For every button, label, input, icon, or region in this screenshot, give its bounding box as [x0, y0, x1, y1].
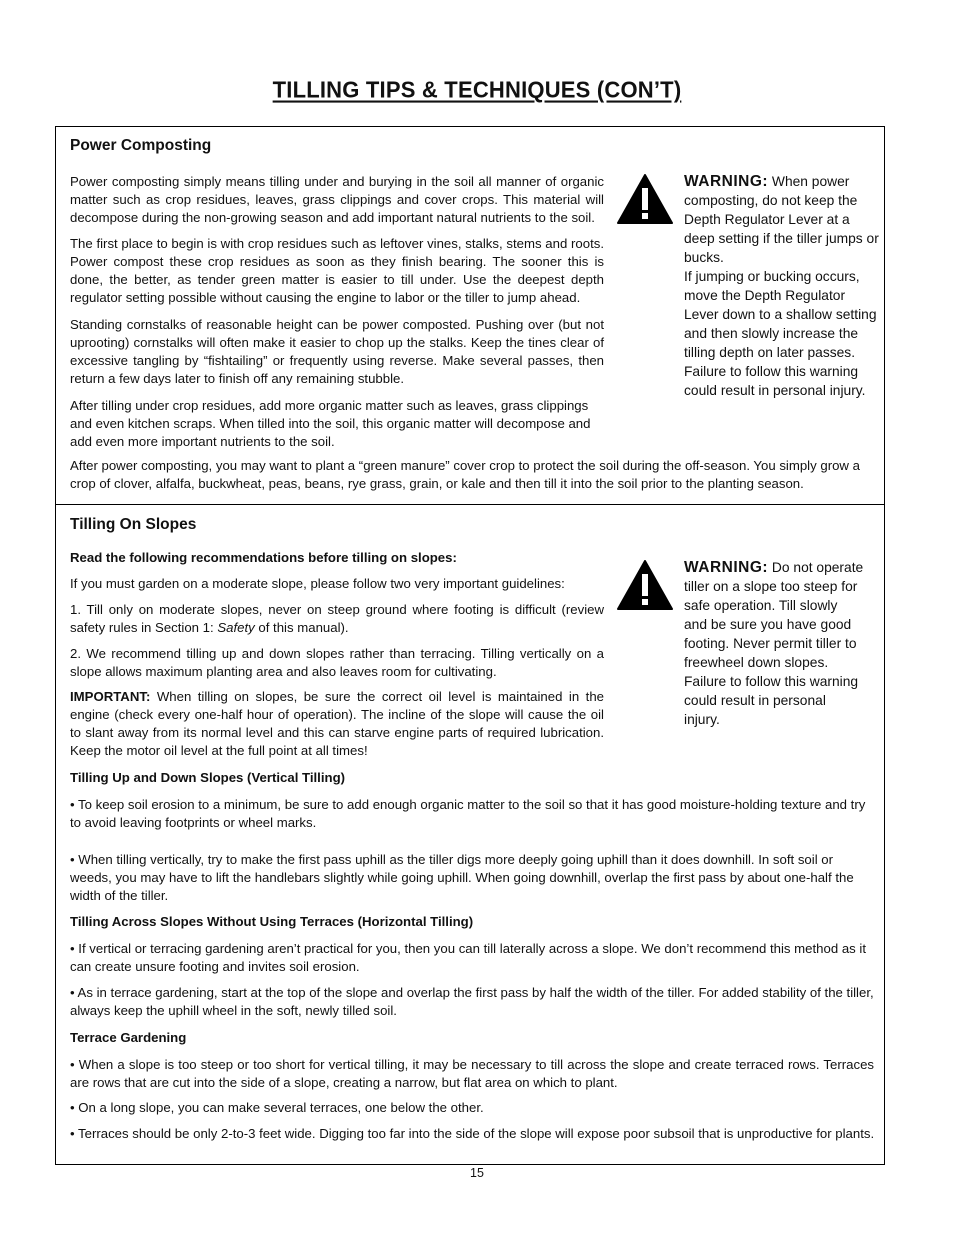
warning-text: Do not operate tiller on a slope too steep for safe operation. Till slowly and be sure you have good footing. Never permit tiller to freewheel down slopes. Failure to follow this warning could result in personal injury.: [684, 560, 864, 727]
warning-label: WARNING:: [684, 559, 769, 576]
terrace-gardening-heading: Terrace Gardening: [70, 1030, 187, 1045]
vertical-bullet-1: • To keep soil erosion to a minimum, be sure to add enough organic matter to the soil so that it has good moisture-holding texture and try to avoid leaving footprints or wheel marks.: [70, 797, 866, 830]
slopes-warning: [684, 558, 864, 729]
horizontal-tilling-heading: Tilling Across Slopes Without Using Terraces (Horizontal Tilling): [70, 914, 474, 929]
warning-line-3: Failure to follow this warning could result in personal injury.: [684, 364, 866, 398]
warning-triangle-icon: [616, 173, 674, 225]
page-number: 15: [470, 1166, 484, 1180]
power-composting-paragraph-5: After power composting, you may want to plant a “green manure” cover crop to protect the soil during the off-season. You simply grow a crop of clover, alfalfa, buckwheat, peas, beans, rye grass, grain, or kale and then till it into the soil prior to the planting season.: [70, 458, 860, 491]
slopes-guideline-1: 1. Till only on moderate slopes, never on steep ground where footing is difficult (review safety rules in Section 1: Safety of this manual).: [70, 602, 604, 635]
slopes-guideline-2: 2. We recommend tilling up and down slopes rather than terracing. Tilling vertically on a slope allows maximum planting area and also leaves room for cultivating.: [70, 646, 604, 679]
vertical-tilling-heading: Tilling Up and Down Slopes (Vertical Tilling): [70, 770, 346, 785]
tilling-on-slopes-heading: Tilling On Slopes: [70, 516, 197, 533]
vertical-bullet-2: • When tilling vertically, try to make the first pass uphill as the tiller digs more deeply going uphill than it does downhill. In soft soil or weeds, you may have to lift the handlebars slightly while going uphill. When going downhill, overlap the first pass by about one-half the width of the tiller.: [70, 852, 854, 903]
power-composting-paragraph-3: Standing cornstalks of reasonable height can be power composted. Pushing over (but not uprooting) cornstalks will often make it easier to chop up the stalks. Keep the tines clear of excessive tangling by “fishtailing” or frequently using reverse. Make several passes, then return a few days later to finish off any remaining stubble.: [70, 317, 604, 386]
power-composting-heading: Power Composting: [70, 137, 212, 154]
warning-line-1: When power composting, do not keep the Depth Regulator Lever at a deep setting if the tiller jumps or bucks.: [684, 174, 879, 265]
terrace-bullet-2: • On a long slope, you can make several terraces, one below the other.: [70, 1100, 484, 1115]
slopes-intro-heading: Read the following recommendations before tilling on slopes:: [70, 550, 457, 565]
page-title: TILLING TIPS & TECHNIQUES (CON’T): [272, 76, 682, 103]
horizontal-bullet-2: • As in terrace gardening, start at the top of the slope and overlap the first pass by half the width of the tiller. For added stability of the tiller, always keep the uphill wheel in the soft, newly tilled soil.: [70, 985, 874, 1018]
slopes-important: IMPORTANT: When tilling on slopes, be sure the correct oil level is maintained in the engine (check every one-half hour of operation). The incline of the slope will cause the oil to slant away from its normal level and this can starve engine parts of required lubrication. Keep the motor oil level at the full point at all times!: [70, 689, 604, 758]
terrace-bullet-1: • When a slope is too steep or too short for vertical tilling, it may be necessary to till across the slope and create terraced rows. Terraces are rows that are cut into the side of a slope, creating a narrow, but flat area on which to plant.: [70, 1057, 874, 1090]
terrace-bullet-3: • Terraces should be only 2-to-3 feet wide. Digging too far into the side of the slope will expose poor subsoil that is unproductive for plants.: [70, 1126, 875, 1141]
warning-line-2: If jumping or bucking occurs, move the Depth Regulator Lever down to a shallow setting and then slowly increase the tilling depth on later passes.: [684, 269, 877, 360]
warning-triangle-icon: [616, 559, 674, 611]
power-composting-paragraph-4: After tilling under crop residues, add more organic matter such as leaves, grass clippings and even kitchen scraps. When tilled into the soil, this organic matter will decompose and add even more important nutrients to the soil.: [70, 398, 591, 449]
power-composting-paragraph-2: The first place to begin is with crop residues such as leftover vines, stalks, stems and roots. Power compost these crop residues as soon as they finish bearing. The sooner this is done, the better, as tender green matter is easier to till under. Use the deepest depth regulator setting possible without causing the engine to labor or the tiller to jump ahead.: [70, 236, 604, 305]
content-frame: [55, 126, 885, 1165]
slopes-intro: If you must garden on a moderate slope, please follow two very important guidelines:: [70, 576, 565, 591]
horizontal-bullet-1: • If vertical or terracing gardening aren’t practical for you, then you can till laterally across a slope. We don’t recommend this method as it can create unsure footing and invites soil erosion.: [70, 941, 867, 974]
warning-label: WARNING:: [684, 173, 769, 190]
section-divider: [56, 504, 884, 505]
power-composting-paragraph-1: Power composting simply means tilling under and burying in the soil all manner of organic matter such as crop residues, leaves, grass clippings and cover crops. This material will decompose during the non-growing season and add important natural nutrients to the soil.: [70, 174, 604, 225]
power-composting-warning: [684, 172, 879, 400]
